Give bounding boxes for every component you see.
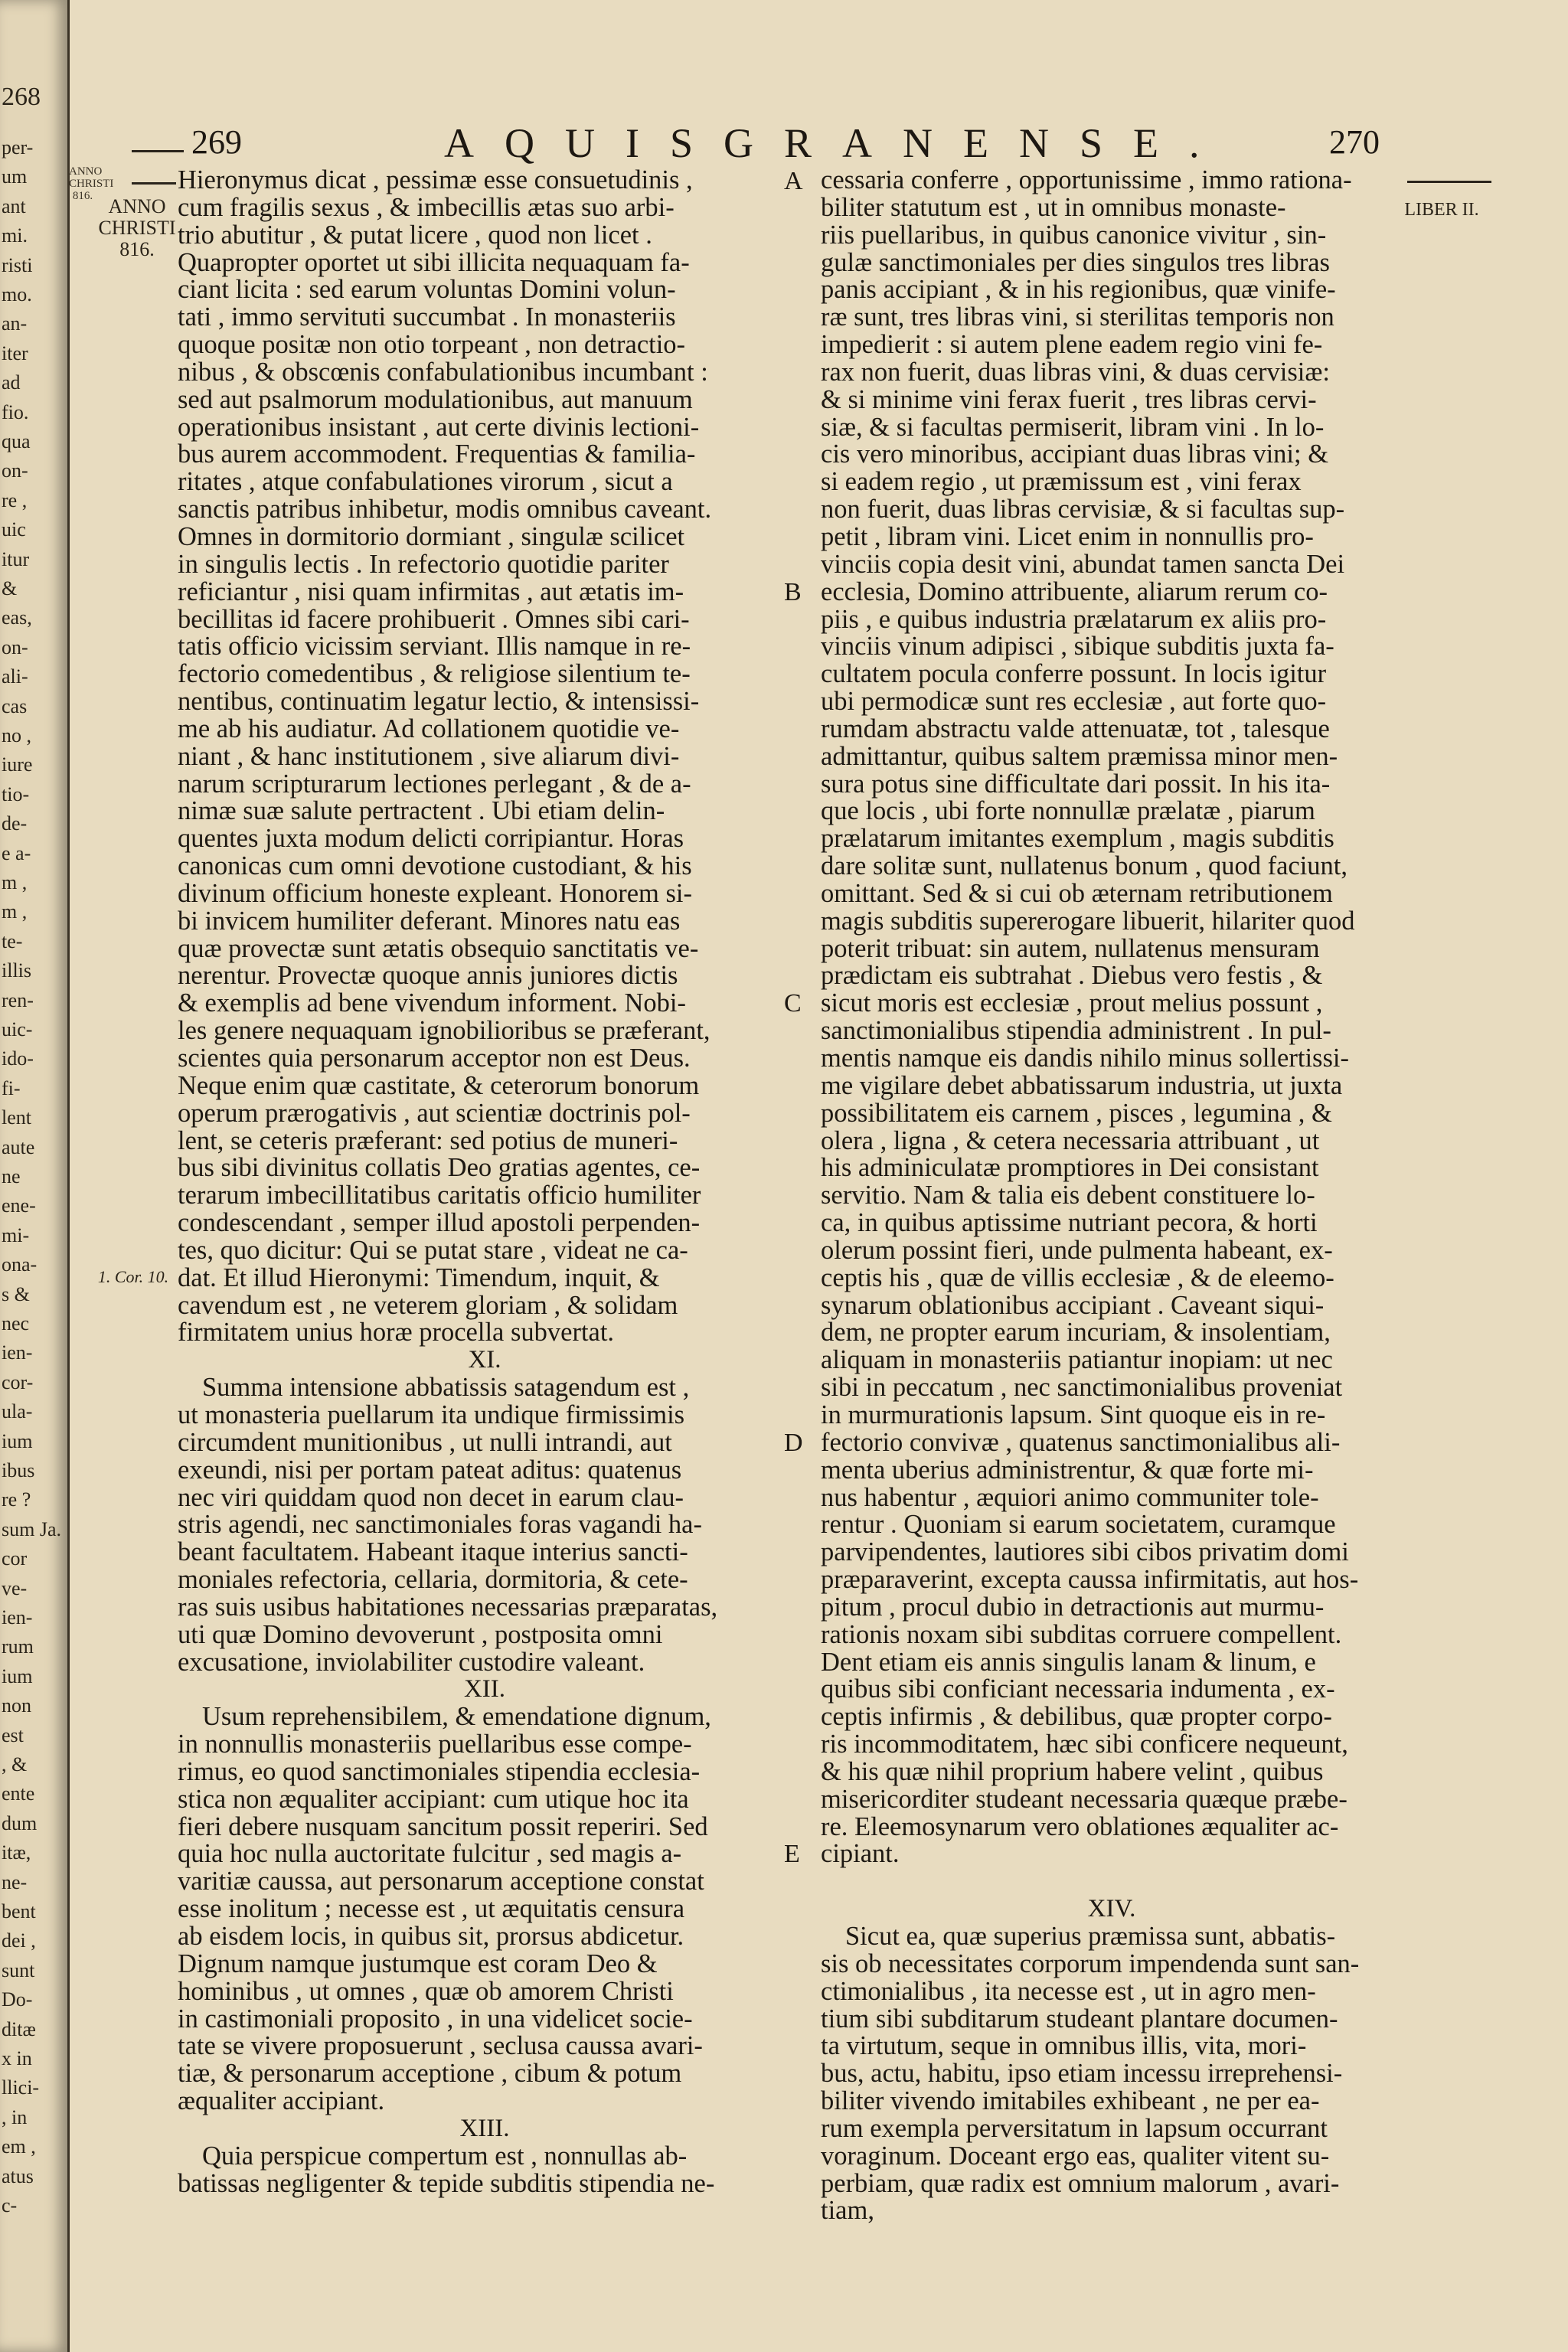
- text-line: præparaverint, excepta caussa infirmitatis, aut hos-: [821, 1565, 1359, 1595]
- text-line: panis accipiant , & in his regionibus, quæ vinife-: [821, 275, 1336, 305]
- text-line: bus sibi divinitus collatis Deo gratias agentes, ce-: [178, 1153, 701, 1183]
- section-marker-b: B: [784, 578, 802, 606]
- text-line: batissas negligenter & tepide subditis stipendia ne-: [178, 2168, 715, 2198]
- text-line: nimæ suæ salute pertractent . Ubi etiam delin-: [178, 796, 665, 826]
- text-line: fieri debere nusquam sancitum possit reperiri. Sed: [178, 1811, 708, 1841]
- prev-page-fragment: ditæ: [2, 2017, 36, 2040]
- margin-note-liber: LIBER II.: [1404, 200, 1479, 220]
- text-line: voraginum. Doceant ergo eas, qualiter vitent su-: [821, 2141, 1330, 2171]
- text-line: sis ob necessitates corporum impendenda sunt san-: [821, 1949, 1360, 1978]
- prev-page-fragment: ona-: [2, 1253, 38, 1276]
- prev-page-fragment: risti: [2, 253, 33, 276]
- text-line: sanctimonialibus stipendia administrent . In pul-: [821, 1016, 1331, 1046]
- text-line: uti quæ Domino devoverunt , postposita omni: [178, 1619, 663, 1649]
- section-heading: XI.: [468, 1346, 501, 1374]
- text-line: cis vero minoribus, accipiant duas libras vini; &: [821, 439, 1329, 469]
- prev-page-fragment: per-: [2, 136, 34, 158]
- prev-page-fragment: ien-: [2, 1606, 33, 1628]
- text-line: in nonnullis monasteriis puellaribus esse compe-: [178, 1730, 692, 1759]
- text-line: bus aurem accommodent. Frequentias & familia-: [178, 439, 696, 469]
- text-line: ca, in quibus aptissime nutriant pecora, & horti: [821, 1208, 1318, 1238]
- left-text-column: [178, 167, 792, 2197]
- text-line: biliter vivendo imitabiles exhibeant , ne per ea-: [821, 2086, 1320, 2116]
- text-line: parvipendentes, lautiores sibi cibos privatim domi: [821, 1537, 1349, 1567]
- text-line: ta virtutum, seque in omnibus illis, vita, mori-: [821, 2031, 1307, 2061]
- text-line: exeundi, nisi per portam pateat aditus: quatenus: [178, 1455, 682, 1485]
- prev-page-fragment: e a-: [2, 841, 31, 864]
- text-line: Sicut ea, quæ superius præmissa sunt, abbatis-: [845, 1922, 1336, 1951]
- prev-page-fragment: ibus: [2, 1459, 35, 1481]
- text-line: æqualiter accipiant.: [178, 2086, 385, 2116]
- text-line: Omnes in dormitorio dormiant , singulæ scilicet: [178, 521, 685, 551]
- previous-page-edge: [0, 0, 70, 2352]
- prev-page-fragment: m ,: [2, 900, 28, 923]
- prev-page-fragment: cas: [2, 694, 28, 717]
- text-line: in singulis lectis . In refectorio quotidie pariter: [178, 549, 669, 579]
- text-line: prælatarum imitantes exemplum , magis subditis: [821, 824, 1334, 854]
- text-line: Neque enim quæ castitate, & ceterorum bonorum: [178, 1070, 700, 1100]
- section-heading: XII.: [463, 1675, 506, 1704]
- text-line: hominibus , ut omnes , quæ ob amorem Christi: [178, 1976, 674, 2006]
- text-line: vinciis vinum adipisci , sibique subditis juxta fa-: [821, 632, 1334, 662]
- prev-page-fragment: re ,: [2, 488, 28, 511]
- text-line: nentibus, continuatim legatur lectio, & intensissi-: [178, 687, 700, 717]
- text-line: lent, se ceteris præferant: sed potius de muneri-: [178, 1125, 678, 1155]
- text-line: bi invicem humiliter deferant. Minores natu eas: [178, 906, 681, 936]
- text-line: synarum oblationibus accipiant . Caveant siqui-: [821, 1290, 1325, 1320]
- text-line: Dent etiam eis annis singulis lanam & linum, e: [821, 1647, 1316, 1677]
- text-line: ab eisdem locis, in quibus sit, prorsus abdicetur.: [178, 1922, 684, 1951]
- prev-page-fragment: ren-: [2, 988, 34, 1011]
- section-heading: XIII.: [459, 2114, 510, 2142]
- gutter-note-anno-christi: ANNO CHRISTI 816.: [69, 165, 114, 202]
- prev-page-fragment: um: [2, 165, 28, 188]
- text-line: aliquam in monasteriis patiantur inopiam: ut nec: [821, 1345, 1333, 1375]
- text-line: cultatem pocula conferre possunt. In locis igitur: [821, 659, 1327, 689]
- text-line: quibus sibi conficiant necessaria indumenta , ex-: [821, 1674, 1335, 1704]
- text-line: piis , e quibus industria prælatarum ex aliis pro-: [821, 604, 1327, 634]
- text-line: stica non æqualiter accipiant: cum utique hoc ita: [178, 1784, 689, 1814]
- text-line: esse inolitum ; necesse est , ut æquitatis censura: [178, 1894, 685, 1924]
- text-line: condescendant , semper illud apostoli perpenden-: [178, 1208, 701, 1238]
- right-text-column: [821, 167, 1403, 2225]
- text-line: sicut moris est ecclesiæ , prout melius possunt ,: [821, 988, 1323, 1018]
- prev-page-fragment: c-: [2, 2194, 18, 2216]
- text-line: excusatione, inviolabiliter custodire valeant.: [178, 1647, 645, 1677]
- prev-page-fragment: ene-: [2, 1194, 36, 1217]
- text-line: ceptis infirmis , & debilibus, quæ propter corpo-: [821, 1702, 1332, 1732]
- text-line: si eadem regio , ut præmissum est , vini ferax: [821, 467, 1302, 497]
- prev-page-fragment: s &: [2, 1282, 30, 1305]
- text-line: ubi permodicæ sunt res ecclesiæ , aut forte quo-: [821, 687, 1327, 717]
- margin-citation: 1. Cor. 10.: [97, 1267, 169, 1286]
- prev-page-fragment: uic-: [2, 1018, 33, 1040]
- text-line: dat. Et illud Hieronymi: Timendum, inquit, &: [178, 1263, 660, 1292]
- text-line: & his quæ nihil proprium habere velint , quibus: [821, 1756, 1324, 1786]
- text-line: becillitas id facere prohibuerit . Omnes sibi cari-: [178, 604, 690, 634]
- text-line: Summa intensione abbatissis satagendum est ,: [202, 1373, 690, 1403]
- text-line: cessaria conferre , opportunissime , immo rationa-: [821, 165, 1352, 194]
- text-line: Quapropter oportet ut sibi illicita nequaquam fa-: [178, 247, 690, 277]
- text-line: quoque positæ non otio torpeant , non detractio-: [178, 330, 686, 360]
- text-line: Usum reprehensibilem, & emendatione dignum,: [202, 1702, 711, 1732]
- text-line: prædictam eis subtrahat . Diebus vero festis , &: [821, 961, 1323, 991]
- prev-page-fragment: te-: [2, 929, 23, 952]
- text-line: beant facultatem. Habeant itaque interius sancti-: [178, 1537, 688, 1567]
- text-line: sanctis patribus inhibetur, modis omnibus caveant.: [178, 495, 712, 524]
- prev-page-fragment: non: [2, 1694, 31, 1717]
- prev-page-fragment: re ?: [2, 1488, 31, 1511]
- section-heading: XIV.: [1087, 1895, 1136, 1923]
- prev-page-fragment: sunt: [2, 1958, 35, 1981]
- prev-page-fragment: cor: [2, 1547, 28, 1570]
- text-line: stris agendi, nec sanctimoniales foras vagandi ha-: [178, 1510, 702, 1540]
- prev-page-fragment: itæ,: [2, 1841, 31, 1864]
- text-line: me vigilare debet abbatissarum industria, ut juxta: [821, 1070, 1343, 1100]
- text-line: mentis namque eis dandis nihilo minus sollertissi-: [821, 1044, 1349, 1073]
- prev-page-fragment: ali-: [2, 665, 28, 688]
- text-line: quentes juxta modum delicti corripiantur. Horas: [178, 824, 684, 854]
- prev-page-fragment: sum Ja.: [2, 1517, 61, 1540]
- text-line: dem, ne propter earum incuriam, & insolentiam,: [821, 1318, 1331, 1348]
- text-line: nus habentur , æquiori animo communiter tole-: [821, 1482, 1319, 1512]
- text-line: siæ, & si facultas permiserit, libram vini . In lo-: [821, 412, 1325, 442]
- prev-page-fragment: ium: [2, 1429, 33, 1452]
- text-line: varitiæ caussa, aut personarum acceptione constat: [178, 1867, 704, 1896]
- text-line: tiam,: [821, 2196, 874, 2226]
- text-line: operationibus insistant , aut certe divinis lectioni-: [178, 412, 700, 442]
- text-line: fectorio comedentibus , & religiose silentium te-: [178, 659, 691, 689]
- text-line: quia hoc nulla auctoritate fulcitur , sed magis a-: [178, 1839, 682, 1869]
- text-line: scientes quia personarum acceptor non est Deus.: [178, 1044, 691, 1073]
- prev-page-fragment: ente: [2, 1782, 35, 1805]
- prev-page-fragment: , &: [2, 1753, 28, 1775]
- text-line: & si minime vini ferax fuerit , tres libras cervi-: [821, 384, 1317, 414]
- text-line: ecclesia, Domino attribuente, aliarum rerum co-: [821, 577, 1328, 606]
- text-line: ris incommoditatem, hæc sibi conficere nequeunt,: [821, 1730, 1348, 1759]
- prev-page-fragment: an-: [2, 312, 28, 335]
- prev-page-fragment: mi-: [2, 1223, 30, 1246]
- text-line: ciant licita : sed earum voluntas Domini volun-: [178, 275, 676, 305]
- text-line: sibi in peccatum , nec sanctimonialibus proveniat: [821, 1373, 1343, 1403]
- prev-page-fragment: fio.: [2, 400, 29, 423]
- prev-page-fragment: ula-: [2, 1400, 33, 1423]
- text-line: omittant. Sed & si cui ob æternam retributionem: [821, 878, 1333, 908]
- section-marker-d: D: [784, 1429, 803, 1457]
- text-line: servitio. Nam & talia eis debent constituere lo-: [821, 1181, 1315, 1210]
- text-line: bus, actu, habitu, ipso etiam incessu irreprehensi-: [821, 2059, 1343, 2089]
- text-line: nec viri quiddam quod non decet in earum clau-: [178, 1482, 684, 1512]
- text-line: circumdent munitionibus , ut nulli intrandi, aut: [178, 1427, 672, 1457]
- page-number-right: 270: [1329, 123, 1380, 161]
- prev-page-fragment: em ,: [2, 2135, 36, 2158]
- text-line: tate se vivere proposuerunt , seclusa caussa avari-: [178, 2031, 703, 2061]
- prev-page-fragment: dum: [2, 1811, 38, 1834]
- text-line: narum scripturarum lectiones perlegant , & de a-: [178, 769, 691, 799]
- section-marker-a: A: [784, 167, 803, 195]
- text-line: ræ sunt, tres libras vini, si sterilitas temporis non: [821, 302, 1334, 332]
- text-line: cavendum est , ne veterem gloriam , & solidam: [178, 1290, 678, 1320]
- prev-page-fragment: ad: [2, 371, 21, 394]
- text-line: ritates , atque confabulationes virorum , sicut a: [178, 467, 673, 497]
- text-line: olerum possint fieri, unde pulmenta habeant, ex-: [821, 1235, 1333, 1265]
- text-line: tatis officio vicissim serviant. Illis namque in re-: [178, 632, 691, 662]
- prev-page-fragment: atus: [2, 2164, 34, 2187]
- text-line: ras suis usibus habitationes necessarias præparatas,: [178, 1592, 718, 1622]
- text-line: Dignum namque justumque est coram Deo &: [178, 1949, 658, 1978]
- text-line: perbiam, quæ radix est omnium malorum , avari-: [821, 2168, 1340, 2198]
- text-line: nibus , & obscœnis confabulationibus incumbant :: [178, 357, 708, 387]
- text-line: non fuerit, duas libras cervisiæ, & si facultas sup-: [821, 495, 1345, 524]
- text-line: me ab his audiatur. Ad collationem quotidie ve-: [178, 714, 680, 743]
- text-line: rum exempla perversitatum in lapsum occurrant: [821, 2113, 1328, 2143]
- text-line: misericorditer studeant necessaria quæque præbe-: [821, 1784, 1348, 1814]
- prev-page-fragment: itur: [2, 547, 30, 570]
- prev-page-fragment: mo.: [2, 283, 32, 305]
- text-line: sed aut psalmorum modulationibus, aut manuum: [178, 384, 693, 414]
- header-rule-right: [1407, 181, 1491, 183]
- prev-page-fragment: cor-: [2, 1370, 34, 1393]
- text-line: olera , ligna , & cetera necessaria attribuant , ut: [821, 1125, 1320, 1155]
- text-line: operum prærogativis , aut scientiæ doctrinis pol-: [178, 1098, 691, 1128]
- text-line: re. Eleemosynarum vero oblationes æqualiter ac-: [821, 1811, 1339, 1841]
- text-line: cum fragilis sexus , & imbecillis ætas suo arbi-: [178, 192, 675, 222]
- prev-page-fragment: tio-: [2, 782, 30, 805]
- text-line: terarum imbecillitatibus caritatis officio humiliter: [178, 1181, 701, 1210]
- text-line: que locis , ubi forte nonnullæ prælatæ , piarum: [821, 796, 1315, 826]
- prev-page-fragment: on-: [2, 459, 28, 482]
- prev-page-fragment: llici-: [2, 2076, 40, 2099]
- text-line: rationis noxam sibi subditas corruere compellent.: [821, 1619, 1342, 1649]
- text-line: tes, quo dicitur: Qui se putat stare , videat ne ca-: [178, 1235, 688, 1265]
- prev-page-fragment: qua: [2, 430, 31, 452]
- section-marker-e: E: [784, 1840, 800, 1868]
- text-line: dare solitæ sunt, nullatenus bonum , quod faciunt,: [821, 851, 1348, 881]
- prev-page-fragment: &: [2, 577, 18, 599]
- prev-page-fragment: no ,: [2, 724, 31, 746]
- text-line: gulæ sanctimoniales per dies singulos tres libras: [821, 247, 1330, 277]
- text-line: trio abutitur , & putat licere , quod non licet .: [178, 220, 652, 250]
- text-line: tium sibi subditarum studeant plantare documen-: [821, 2004, 1338, 2034]
- text-line: poterit tribuat: sin autem, nullatenus mensuram: [821, 933, 1320, 963]
- text-line: petit , libram vini. Licet enim in nonnullis pro-: [821, 521, 1314, 551]
- prev-page-fragment: est: [2, 1723, 24, 1746]
- prev-page-fragment: m ,: [2, 871, 28, 893]
- prev-page-fragment: iter: [2, 341, 28, 364]
- text-line: rumdam abstractu valde attenuatæ, tot , talesque: [821, 714, 1330, 743]
- prev-page-fragment: Do-: [2, 1988, 33, 2011]
- prev-page-fragment: ne: [2, 1165, 21, 1187]
- text-line: possibilitatem eis carnem , pisces , legumina , &: [821, 1098, 1332, 1128]
- prev-page-fragment: iure: [2, 753, 33, 776]
- prev-page-fragment: ium: [2, 1664, 33, 1687]
- text-line: reficiantur , nisi quam infirmitas , aut ætatis im-: [178, 577, 684, 606]
- text-line: magis subditis supererogare libuerit, hilariter quod: [821, 906, 1355, 936]
- text-line: fectorio convivæ , quatenus sanctimonialibus ali-: [821, 1427, 1341, 1457]
- prev-page-fragment: rum: [2, 1635, 34, 1658]
- prev-page-fragment: aute: [2, 1135, 35, 1158]
- prev-page-fragment: mi.: [2, 224, 28, 247]
- prev-page-fragment: , in: [2, 2105, 28, 2128]
- text-line: quæ provectæ sunt ætatis obsequio sanctitatis ve-: [178, 933, 699, 963]
- prev-page-fragment: ido-: [2, 1047, 34, 1070]
- page-number-left: 269: [191, 123, 242, 161]
- text-line: riis puellaribus, in quibus canonice vivitur , sin-: [821, 220, 1327, 250]
- prev-page-fragment: x in: [2, 2047, 32, 2069]
- text-line: rimus, eo quod sanctimoniales stipendia ecclesia-: [178, 1756, 701, 1786]
- text-line: rentur . Quoniam si earum societatem, curamque: [821, 1510, 1336, 1540]
- prev-page-fragment: ant: [2, 194, 26, 217]
- prev-page-fragment: lent: [2, 1106, 31, 1129]
- text-line: cipiant.: [821, 1839, 900, 1869]
- text-line: in murmurationis lapsum. Sint quoque eis in re-: [821, 1400, 1326, 1429]
- text-line: Hieronymus dicat , pessimæ esse consuetudinis ,: [178, 165, 693, 194]
- margin-note-anno-christi: ANNO CHRISTI 816.: [98, 195, 176, 260]
- text-line: divinum officium honeste expleant. Honorem si-: [178, 878, 692, 908]
- text-line: canonicas cum omni devotione custodiant, & his: [178, 851, 692, 881]
- prev-page-fragment: ne-: [2, 1870, 28, 1893]
- prev-page-fragment: eas,: [2, 606, 32, 629]
- text-line: rax non fuerit, duas libras vini, & duas cervisiæ:: [821, 357, 1330, 387]
- prev-page-fragment: nec: [2, 1312, 30, 1334]
- running-title: AQUISGRANENSE.: [444, 120, 1230, 166]
- text-line: firmitatem unius horæ procella subvertat.: [178, 1318, 615, 1348]
- prev-page-number: 268: [2, 83, 41, 111]
- text-line: pitum , procul dubio in detractionis aut murmu-: [821, 1592, 1325, 1622]
- prev-page-fragment: uic: [2, 518, 26, 541]
- prev-page-fragment: ve-: [2, 1576, 28, 1599]
- text-line: tiæ, & personarum acceptione , cibum & potum: [178, 2059, 682, 2089]
- text-line: ceptis his , quæ de villis ecclesiæ , & de eleemo-: [821, 1263, 1334, 1292]
- text-line: his adminiculatæ promptiores in Dei consistant: [821, 1153, 1319, 1183]
- text-line: menta uberius administrentur, & quæ forte mi-: [821, 1455, 1314, 1485]
- prev-page-fragment: illis: [2, 959, 32, 982]
- text-line: in castimoniali proposito , in una videlicet socie-: [178, 2004, 693, 2034]
- text-line: impedierit : si autem plene eadem regio vini fe-: [821, 330, 1323, 360]
- first-line-dash: [132, 182, 176, 185]
- prev-page-fragment: fi-: [2, 1076, 21, 1099]
- text-line: vinciis copia desit vini, abundat tamen sancta Dei: [821, 549, 1345, 579]
- text-line: nerentur. Provectæ quoque annis juniores dictis: [178, 961, 678, 991]
- prev-page-fragment: on-: [2, 635, 28, 658]
- text-line: tati , immo servituti succumbat . In monasteriis: [178, 302, 676, 332]
- text-line: Quia perspicue compertum est , nonnullas ab-: [202, 2141, 688, 2171]
- text-line: sura potus sine difficultate dari possit. In his ita-: [821, 769, 1331, 799]
- prev-page-fragment: dei ,: [2, 1929, 36, 1952]
- text-line: admittantur, quibus saltem præmissa minor men-: [821, 741, 1338, 771]
- section-marker-c: C: [784, 989, 802, 1018]
- text-line: niant , & hanc institutionem , sive aliarum divi-: [178, 741, 680, 771]
- prev-page-fragment: ien-: [2, 1341, 33, 1364]
- text-line: moniales refectoria, cellaria, dormitoria, & cete-: [178, 1565, 688, 1595]
- text-line: ctimonialibus , ita necesse est , ut in agro men-: [821, 1976, 1316, 2006]
- text-line: biliter statutum est , ut in omnibus monaste-: [821, 192, 1286, 222]
- text-line: les genere nequaquam ignobilioribus se præferant,: [178, 1016, 710, 1046]
- text-line: & exemplis ad bene vivendum informent. Nobi-: [178, 988, 686, 1018]
- text-line: ut monasteria puellarum ita undique firmissimis: [178, 1400, 685, 1429]
- prev-page-fragment: bent: [2, 1900, 36, 1922]
- prev-page-fragment: de-: [2, 812, 28, 835]
